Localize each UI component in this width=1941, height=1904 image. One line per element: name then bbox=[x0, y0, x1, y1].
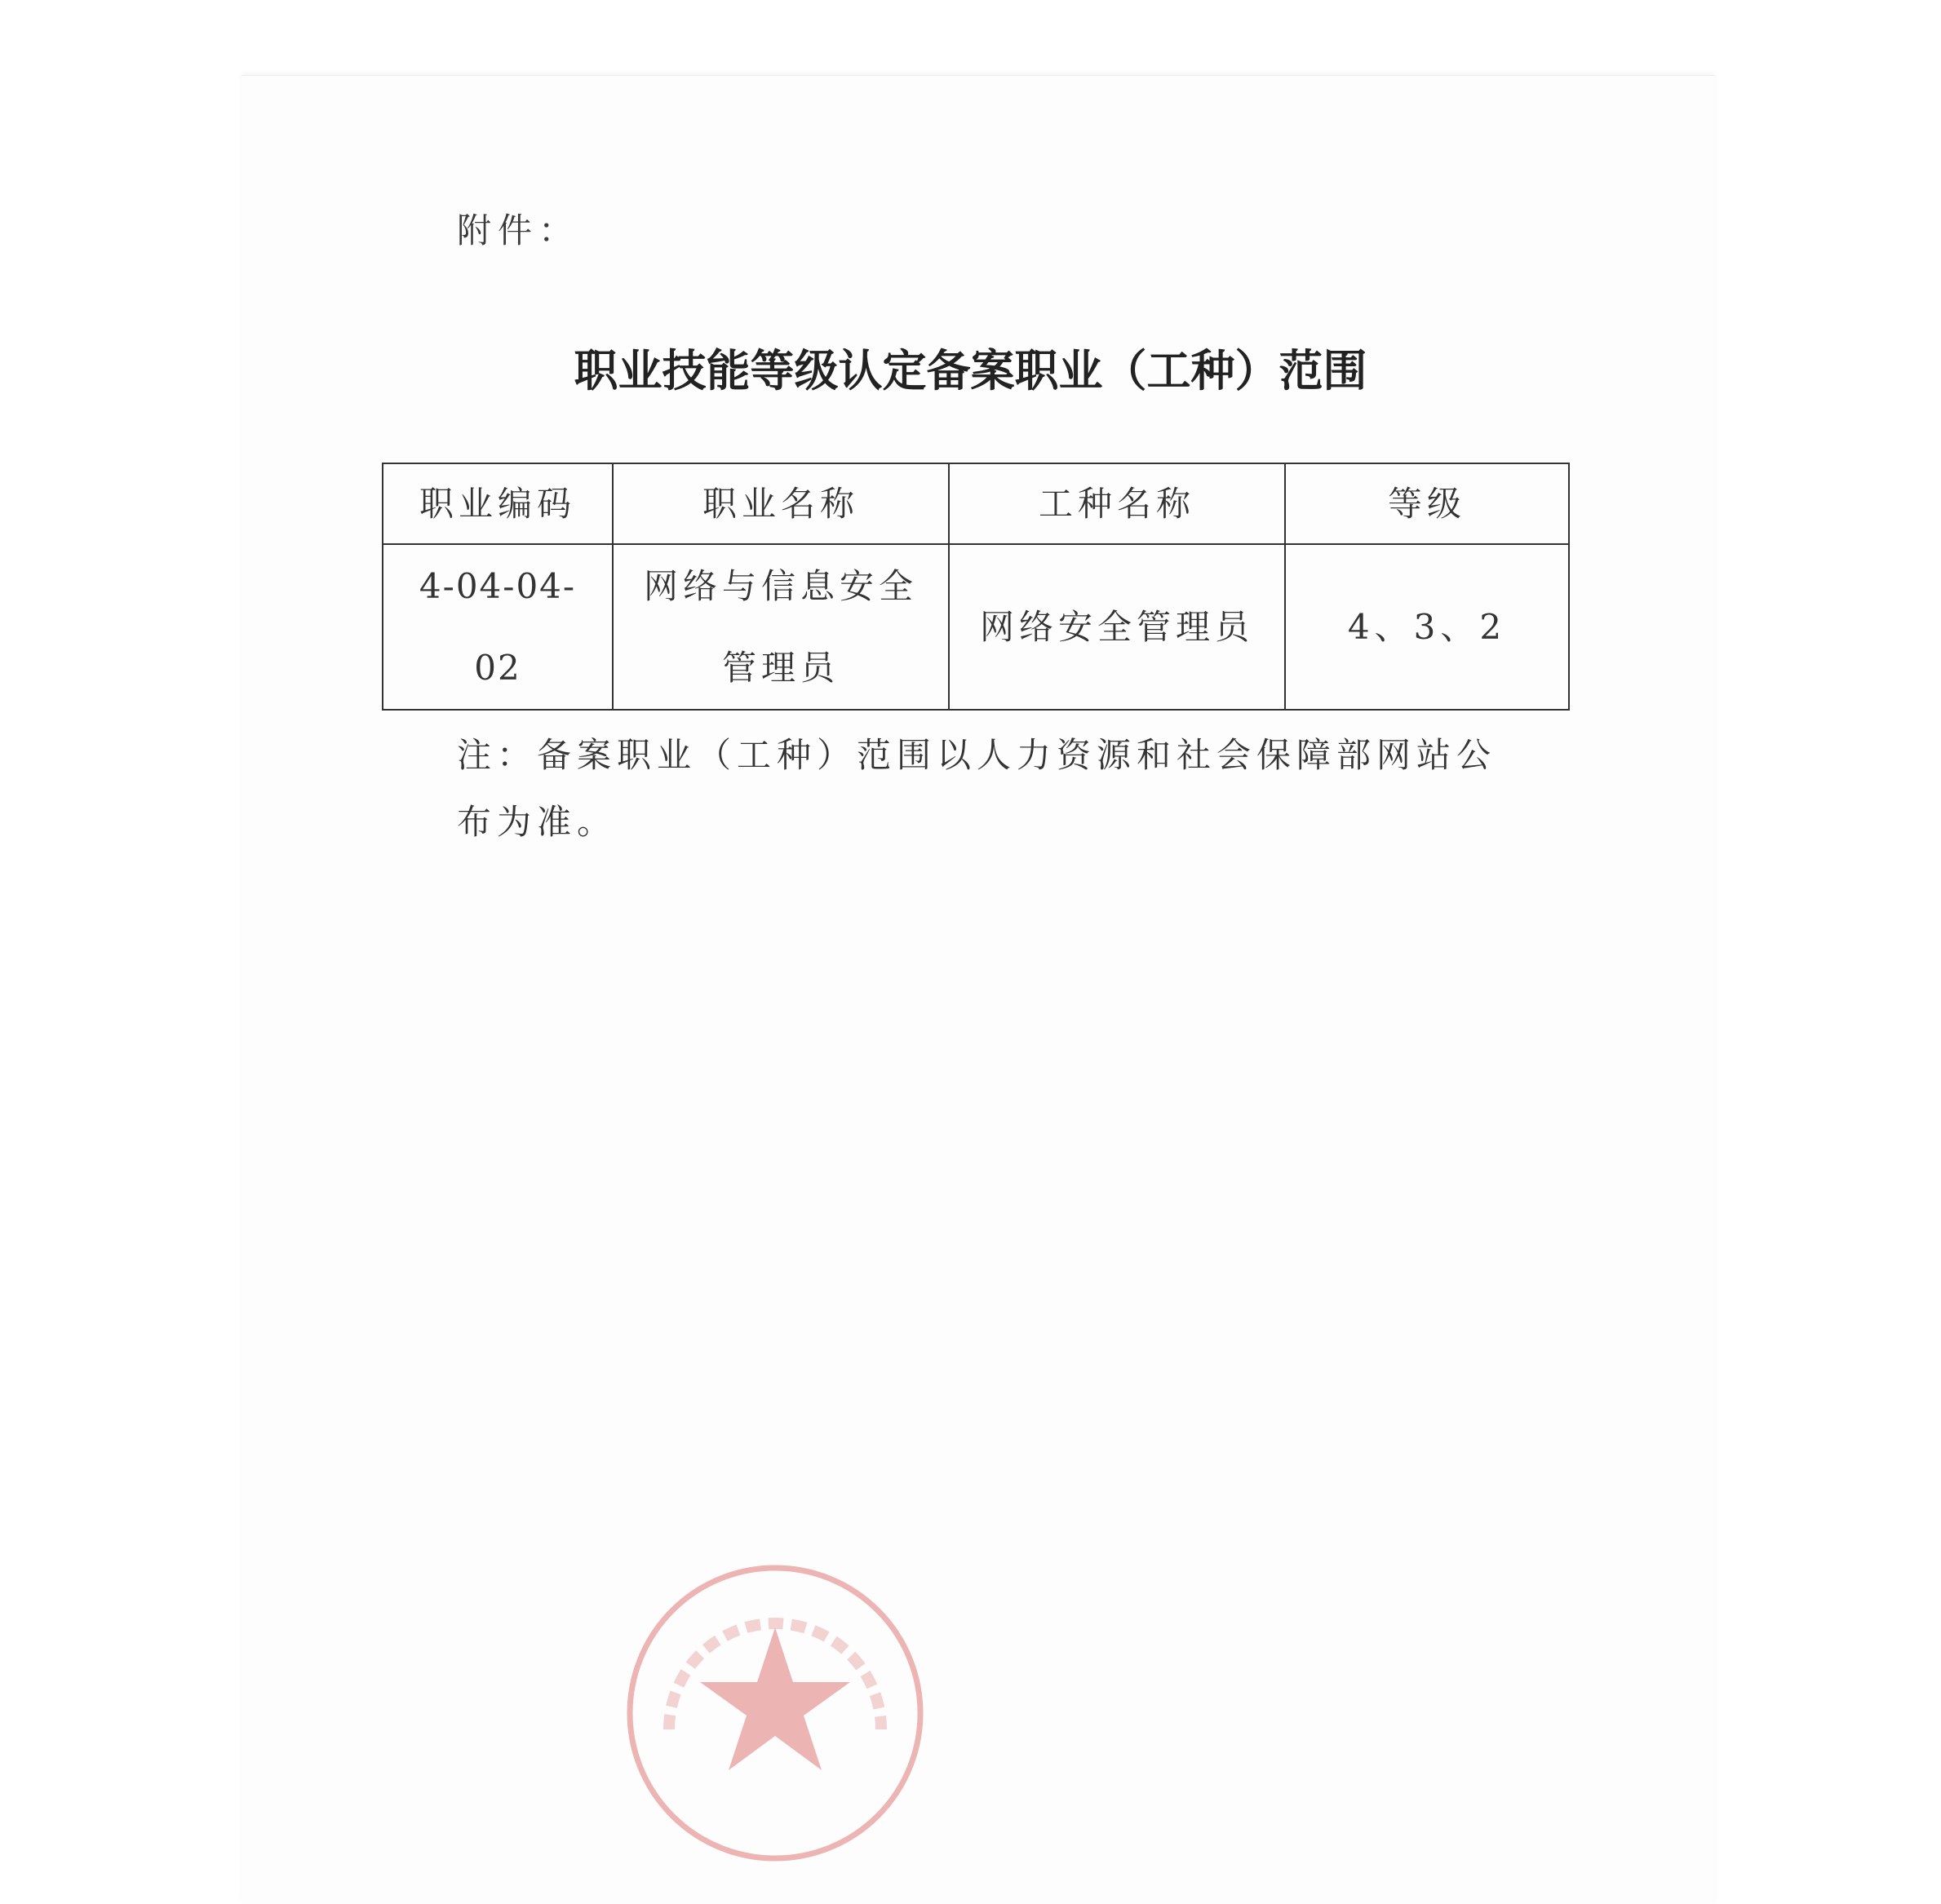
attachment-label: 附件： bbox=[457, 210, 580, 250]
cell-levels: 4、3、2 bbox=[1285, 544, 1569, 710]
cell-occupation-code: 4-04-04-02 bbox=[383, 544, 613, 710]
footnote: 注：备案职业（工种）范围以人力资源和社会保障部网站公布为准。 bbox=[457, 735, 1497, 842]
page-title: 职业技能等级认定备案职业（工种）范围 bbox=[574, 345, 1367, 396]
header-occupation-code: 职业编码 bbox=[383, 463, 613, 544]
table-header-row bbox=[383, 463, 1569, 544]
table-row bbox=[383, 544, 1569, 710]
header-job-type-name: 工种名称 bbox=[949, 463, 1285, 544]
cell-job-type-name: 网络安全管理员 bbox=[949, 544, 1285, 710]
header-level: 等级 bbox=[1285, 463, 1569, 544]
header-occupation-name: 职业名称 bbox=[613, 463, 949, 544]
official-seal-stamp bbox=[612, 1550, 938, 1876]
seal-star-icon bbox=[700, 1627, 850, 1770]
cell-occupation-name: 网络与信息安全管理员 bbox=[613, 544, 949, 710]
occupation-scope-table bbox=[382, 463, 1570, 711]
